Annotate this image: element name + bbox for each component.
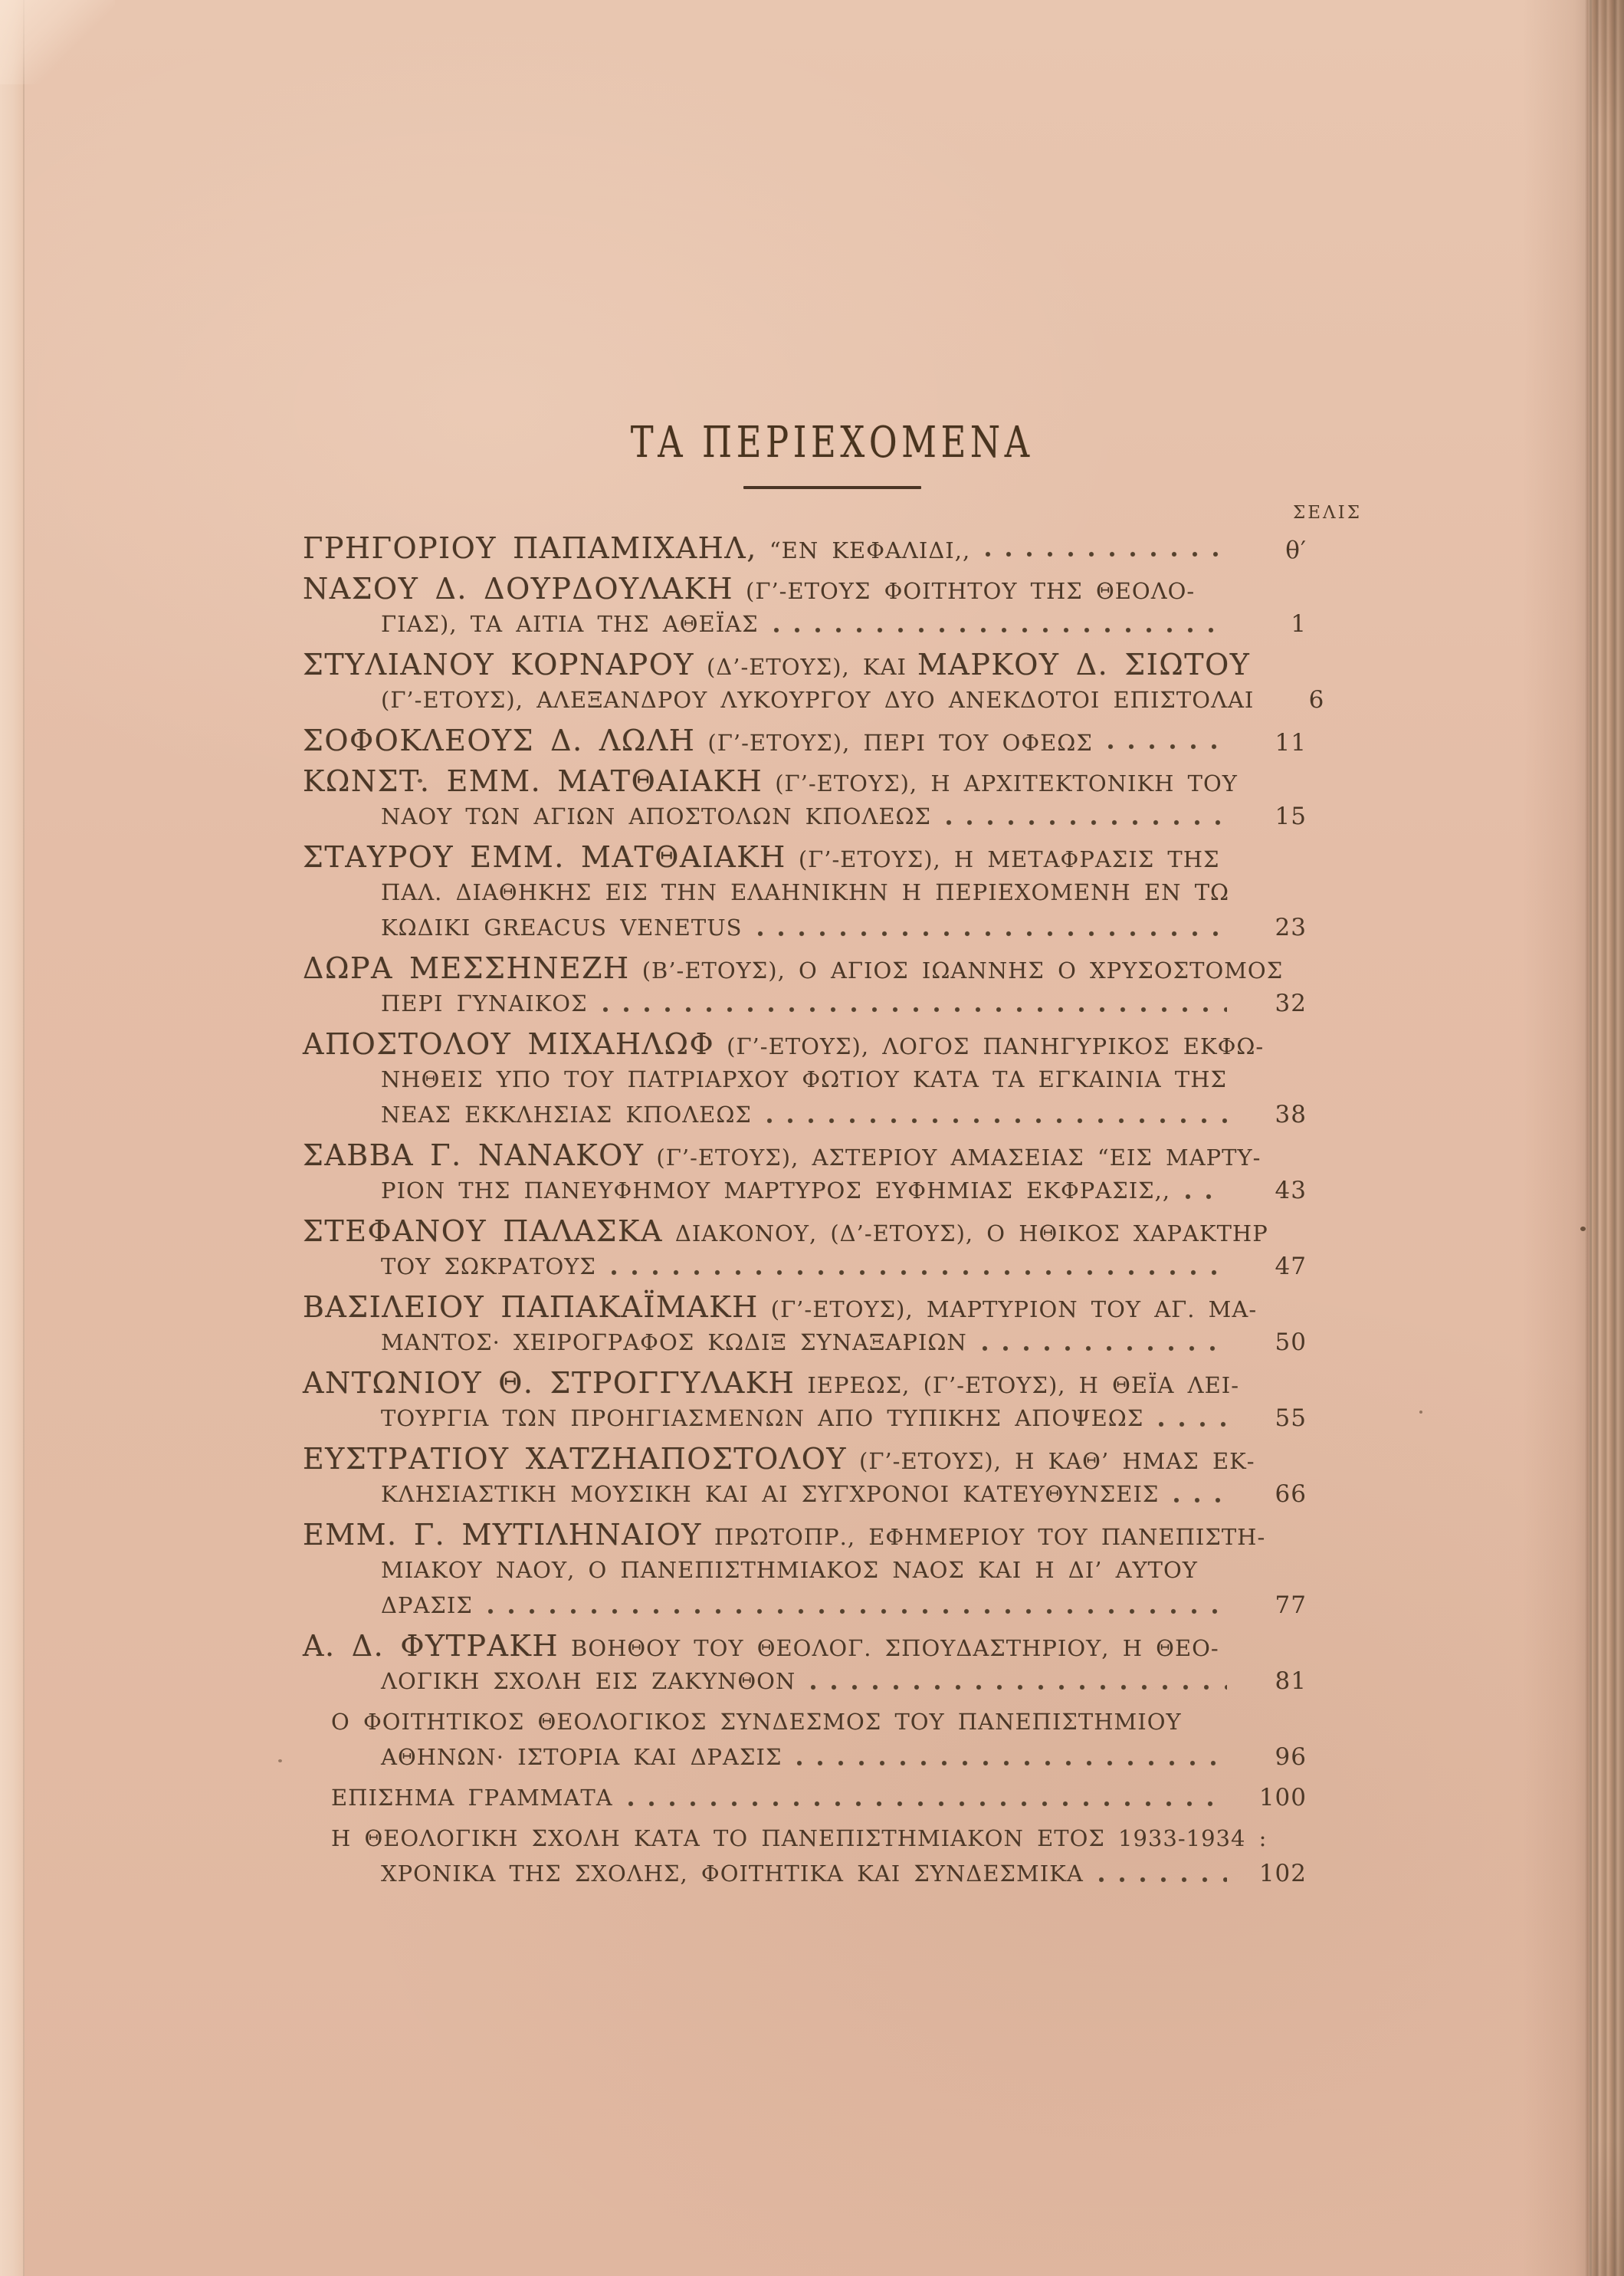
toc-text: ΔΩΡΑ ΜΕΣΣΗΝΕΖΗ [303,951,630,985]
toc-text: ΒΑΣΙΛΕΙΟΥ ΠΑΠΑΚΑΪΜΑΚΗ [303,1290,759,1324]
title-rule [743,486,921,489]
toc-line [303,571,1362,606]
toc-line [303,1401,1362,1436]
page-number: 1 [1291,610,1307,638]
dot-leader [488,1608,1227,1615]
page-number: 32 [1275,990,1307,1017]
toc-line [303,1856,1362,1891]
toc-text: ΕΥΣΤΡΑΤΙΟΥ ΧΑΤΖΗΑΠΟΣΤΟΛΟΥ [303,1442,847,1476]
page-left-edge [0,0,25,2276]
toc-entry [303,1517,1362,1623]
toc-text: ΝΕΑΣ ΕΚΚΛΗΣΙΑΣ ΚΠΟΛΕΩΣ [381,1102,752,1128]
dot-leader [774,626,1227,634]
dot-leader [1174,1496,1227,1504]
toc-text: ΑΘΗΝΩΝ· ΙΣΤΟΡΙΑ ΚΑΙ ΔΡΑΣΙΣ [381,1744,782,1770]
toc-line [303,1249,1362,1284]
book-page-stack-edge [1590,0,1624,2276]
toc-text: Η ΘΕΟΛΟΓΙΚΗ ΣΧΟΛΗ ΚΑΤΑ ΤΟ ΠΑΝΕΠΙΣΤΗΜΙΑΚΟΝ ΕΤΟΣ 1933-1934 : [331,1825,1268,1851]
toc-line [303,647,1362,682]
toc-line [303,875,1362,910]
page-number: 47 [1275,1253,1307,1280]
toc-text: “ΕΝ ΚΕΦΑΛΙΔΙ,, [769,537,971,563]
toc-text: (Β’-ΕΤΟΥΣ), Ο ΑΓΙΟΣ ΙΩΑΝΝΗΣ Ο ΧΡΥΣΟΣΤΟΜΟΣ [641,957,1284,984]
toc-text: ΠΑΛ. ΔΙΑΘΗΚΗΣ ΕΙΣ ΤΗΝ ΕΛΑΗΝΙΚΗΝ Η ΠΕΡΙΕΧΟΜΕΝΗ ΕΝ ΤΩ [381,879,1230,905]
toc-text: ΣΤΕΦΑΝΟΥ ΠΑΛΑΣΚΑ [303,1214,663,1248]
toc-line [303,764,1362,799]
toc-line [303,1325,1362,1360]
toc-text: ΝΑΣΟΥ Δ. ΔΟΥΡΔΟΥΛΑΚΗ [303,572,734,606]
toc-entry [303,951,1362,1021]
toc-text: ΝΗΘΕΙΣ ΥΠΟ ΤΟΥ ΠΑΤΡΙΑΡΧΟΥ ΦΩΤΙΟΥ ΚΑΤΑ ΤΑ ΕΓΚΑΙΝΙΑ ΤΗΣ [381,1066,1228,1092]
toc-line [303,951,1362,986]
dot-leader [1108,743,1227,750]
toc-line [303,682,1362,718]
toc-text: ΙΕΡΕΩΣ, (Γ’-ΕΤΟΥΣ), Η ΘΕΪΑ ΛΕΙ- [807,1372,1240,1398]
dot-leader [947,819,1227,826]
page-number: 50 [1275,1328,1307,1356]
toc-text: ΑΠΟΣΤΟΛΟΥ ΜΙΧΑΗΛΩΦ [303,1027,715,1061]
toc-text: ΠΡΩΤΟΠΡ., ΕΦΗΜΕΡΙΟΥ ΤΟΥ ΠΑΝΕΠΙΣΤΗ- [714,1524,1266,1550]
dot-leader [612,1269,1227,1276]
toc-line [303,1663,1362,1699]
toc-line [303,1739,1362,1775]
toc-line [303,1780,1362,1815]
dot-leader [983,1345,1227,1352]
page-number: 77 [1275,1591,1307,1619]
page-number: 55 [1275,1404,1307,1432]
toc-entry [303,1821,1362,1891]
toc-entry [303,1138,1362,1208]
toc-text: ΕΠΙΣΗΜΑ ΓΡΑΜΜΑΤΑ [331,1785,613,1811]
dot-leader [797,1759,1227,1767]
toc-text: ΣΟΦΟΚΛΕΟΥΣ Δ. ΛΩΛΗ [303,724,696,757]
toc-text: ΛΟΓΙΚΗ ΣΧΟΛΗ ΕΙΣ ΖΑΚΥΝΘΟΝ [381,1668,796,1694]
toc-line [303,1588,1362,1623]
toc-text: (Γ’-ΕΤΟΥΣ), Η ΚΑΘ’ ΗΜΑΣ ΕΚ- [859,1448,1255,1474]
toc-text: ΚΩΔΙΚΙ GREACUS VENETUS [381,915,743,941]
page-number: 102 [1258,1860,1307,1887]
toc-line [303,1289,1362,1325]
toc-text: ΒΟΗΘΟΥ ΤΟΥ ΘΕΟΛΟΓ. ΣΠΟΥΔΑΣΤΗΡΙΟΥ, Η ΘΕΟ- [571,1635,1219,1661]
toc-text: ΔΙΑΚΟΝΟΥ, (Δ’-ΕΤΟΥΣ), Ο ΗΘΙΚΟΣ ΧΑΡΑΚΤΗΡ [674,1220,1268,1246]
paper-speck [1419,1411,1422,1414]
page-number: 100 [1258,1784,1307,1811]
toc-text: (Γ’-ΕΤΟΥΣ), ΜΑΡΤΥΡΙΟΝ ΤΟΥ ΑΓ. ΜΑ- [770,1296,1258,1322]
toc-entry [303,647,1362,718]
toc-line [303,1173,1362,1208]
toc-text: ΑΝΤΩΝΙΟΥ Θ. ΣΤΡΟΓΓΥΛΑΚΗ [303,1366,796,1400]
page-number: 23 [1275,914,1307,941]
toc-text: Ο ΦΟΙΤΗΤΙΚΟΣ ΘΕΟΛΟΓΙΚΟΣ ΣΥΝΔΕΣΜΟΣ ΤΟΥ ΠΑΝΕΠΙΣΤΗΜΙΟΥ [331,1709,1182,1735]
toc-text: ΚΩΝΣΤ. ΕΜΜ. ΜΑΤΘΑΙΑΚΗ [303,764,763,798]
toc-text: ΤΟΥΡΓΙΑ ΤΩΝ ΠΡΟΗΓΙΑΣΜΕΝΩΝ ΑΠΟ ΤΥΠΙΚΗΣ ΑΠΟΨΕΩΣ [381,1405,1144,1431]
dot-leader [1099,1876,1227,1884]
toc-line [303,1628,1362,1663]
toc-text: ΓΙΑΣ), ΤΑ ΑΙΤΙΑ ΤΗΣ ΑΘΕΪΑΣ [381,611,759,637]
toc-line [303,1552,1362,1588]
toc-line [303,1062,1362,1097]
page-number: 6 [1308,686,1325,714]
paper-speck [278,1759,282,1762]
dot-leader [767,1117,1227,1125]
toc-line [303,530,1362,566]
toc-line [303,1821,1362,1856]
toc-entry [303,764,1362,834]
toc-text: ΤΟΥ ΣΩΚΡΑΤΟΥΣ [381,1253,596,1279]
toc-text: (Γ’-ΕΤΟΥΣ), ΑΣΤΕΡΙΟΥ ΑΜΑΣΕΙΑΣ “ΕΙΣ ΜΑΡΤΥ- [656,1145,1261,1171]
paper-speck [1580,1227,1586,1231]
toc-text: ΜΑΡΚΟΥ Δ. ΣΙΩΤΟΥ [917,648,1251,681]
page-number: θ′ [1285,537,1307,564]
page-number: 38 [1275,1101,1307,1128]
toc-text: ΜΙΑΚΟΥ ΝΑΟΥ, Ο ΠΑΝΕΠΙΣΤΗΜΙΑΚΟΣ ΝΑΟΣ ΚΑΙ Η ΔΙ’ ΑΥΤΟΥ [381,1557,1198,1583]
dot-leader [811,1683,1227,1691]
toc-text: (Δ’-ΕΤΟΥΣ), ΚΑΙ [706,654,907,680]
toc-line [303,910,1362,945]
page-number: 66 [1275,1480,1307,1508]
toc-line [303,1214,1362,1249]
toc-line [303,1026,1362,1062]
toc-text: ΣΤΥΛΙΑΝΟΥ ΚΟΡΝΑΡΟΥ [303,648,694,681]
toc-text: (Γ’-ΕΤΟΥΣ), ΠΕΡΙ ΤΟΥ ΟΦΕΩΣ [707,730,1093,756]
toc-entry [303,839,1362,945]
toc-text: ΓΡΗΓΟΡΙΟΥ ΠΑΠΑΜΙΧΑΗΛ, [303,531,757,565]
toc-list [303,530,1362,1891]
toc-line [303,1097,1362,1132]
toc-entry [303,530,1362,566]
toc-line [303,1365,1362,1401]
dot-leader [1159,1420,1227,1428]
dot-leader [986,550,1227,558]
toc-text: ΚΛΗΣΙΑΣΤΙΚΗ ΜΟΥΣΙΚΗ ΚΑΙ ΑΙ ΣΥΓΧΡΟΝΟΙ ΚΑΤΕΥΘΥΝΣΕΙΣ [381,1481,1160,1507]
page-number: 81 [1275,1667,1307,1695]
toc-entry [303,571,1362,642]
toc-text: ΡΙΟΝ ΤΗΣ ΠΑΝΕΥΦΗΜΟΥ ΜΑΡΤΥΡΟΣ ΕΥΦΗΜΙΑΣ ΕΚΦΡΑΣΙΣ,, [381,1177,1171,1204]
toc-line [303,1138,1362,1173]
title-wrap [303,418,1362,468]
page-number: 96 [1275,1743,1307,1771]
toc-entry [303,1628,1362,1699]
toc-line [303,799,1362,834]
toc-text: (Γ’-ΕΤΟΥΣ), ΛΟΓΟΣ ΠΑΝΗΓΥΡΙΚΟΣ ΕΚΦΩ- [727,1033,1265,1059]
toc-entry [303,1214,1362,1284]
page-number: 11 [1275,729,1307,757]
toc-line [303,723,1362,758]
page-corner-fold [0,0,115,84]
toc-text: Α. Δ. ΦΥΤΡΑΚΗ [303,1629,559,1663]
toc-entry [303,723,1362,758]
page-number: 15 [1275,803,1307,830]
page-number: 43 [1275,1177,1307,1204]
toc-text: ΠΕΡΙ ΓΥΝΑΙΚΟΣ [381,990,588,1016]
toc-text: (Γ’-ΕΤΟΥΣ), Η ΑΡΧΙΤΕΚΤΟΝΙΚΗ ΤΟΥ [775,770,1238,796]
toc-line [303,1704,1362,1739]
toc-entry [303,1441,1362,1512]
toc-text: (Γ’-ΕΤΟΥΣ ΦΟΙΤΗΤΟΥ ΤΗΣ ΘΕΟΛΟ- [746,578,1196,604]
toc-text: (Γ’-ΕΤΟΥΣ), ΑΛΕΞΑΝΔΡΟΥ ΛΥΚΟΥΡΓΟΥ ΔΥΟ ΑΝΕΚΔΟΤΟΙ ΕΠΙΣΤΟΛΑΙ [381,687,1255,713]
toc-text: ΝΑΟΥ ΤΩΝ ΑΓΙΩΝ ΑΠΟΣΤΟΛΩΝ ΚΠΟΛΕΩΣ [381,803,932,829]
toc-text: ΕΜΜ. Γ. ΜΥΤΙΛΗΝΑΙΟΥ [303,1518,702,1552]
toc-text: (Γ’-ΕΤΟΥΣ), Η ΜΕΤΑΦΡΑΣΙΣ ΤΗΣ [798,846,1220,872]
toc-entry [303,1026,1362,1132]
toc-page-content [303,418,1362,1897]
dot-leader [603,1006,1227,1013]
toc-text: ΔΡΑΣΙΣ [381,1592,473,1618]
dot-leader [628,1800,1227,1808]
toc-entry [303,1289,1362,1360]
page-title: ΤΑ ΠΕΡΙΕΧΟΜΕΝΑ [631,418,1034,468]
toc-entry [303,1780,1362,1815]
toc-text: ΣΤΑΥΡΟΥ ΕΜΜ. ΜΑΤΘΑΙΑΚΗ [303,840,786,874]
dot-leader [758,930,1227,938]
page-right-shading [1523,0,1592,2276]
toc-line [303,606,1362,642]
toc-line [303,1476,1362,1512]
dot-leader [1186,1193,1227,1200]
page-column-header: ΣΕΛΙΣ [1292,503,1362,523]
toc-line [303,986,1362,1021]
toc-text: ΣΑΒΒΑ Γ. ΝΑΝΑΚΟΥ [303,1138,645,1172]
toc-entry [303,1365,1362,1436]
toc-text: ΜΑΝΤΟΣ· ΧΕΙΡΟΓΡΑΦΟΣ ΚΩΔΙΞ ΣΥΝΑΞΑΡΙΩΝ [381,1329,967,1355]
toc-line [303,1517,1362,1552]
toc-line [303,1441,1362,1476]
toc-line [303,839,1362,875]
toc-entry [303,1704,1362,1775]
toc-text: ΧΡΟΝΙΚΑ ΤΗΣ ΣΧΟΛΗΣ, ΦΟΙΤΗΤΙΚΑ ΚΑΙ ΣΥΝΔΕΣΜΙΚΑ [381,1861,1084,1887]
